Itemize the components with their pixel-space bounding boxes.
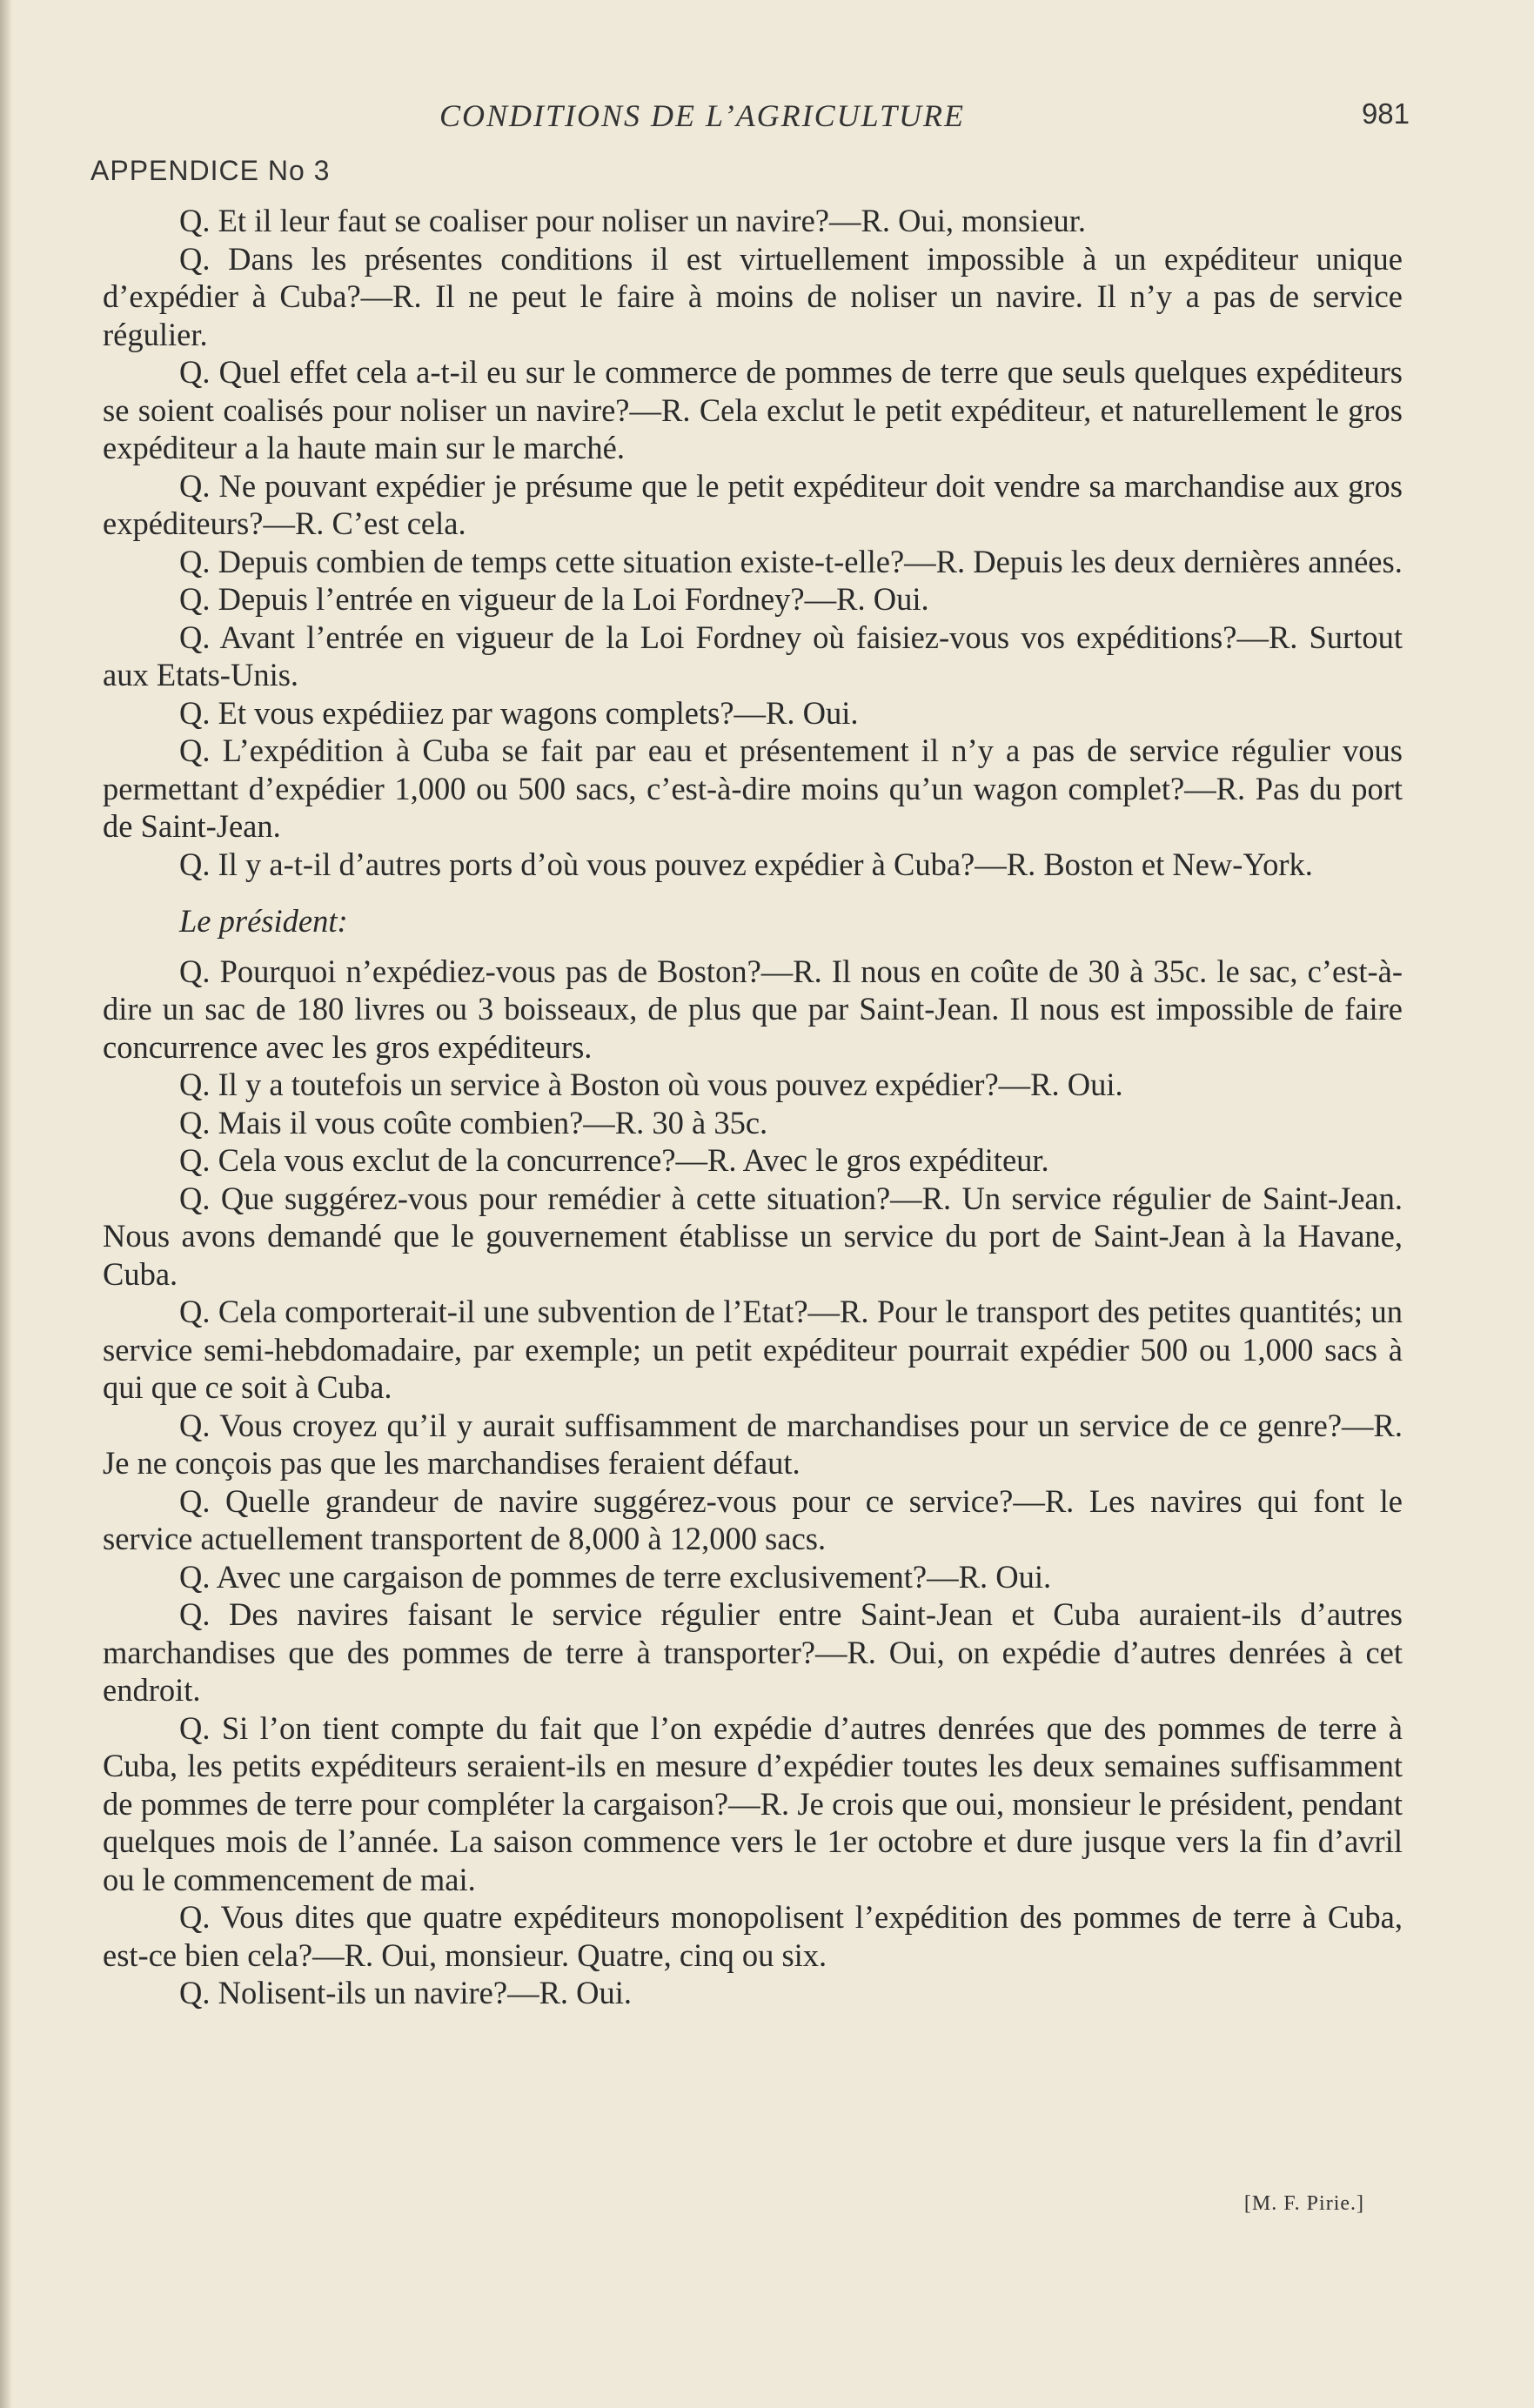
paragraph: Q. Vous dites que quatre expéditeurs monopolisent l’expédition des pommes de terre à Cuba, est-ce bien cela?—R. Oui, monsieur. Quatre, cinq ou six. (103, 1899, 1403, 1973)
paragraph: Q. Ne pouvant expédier je présume que le petit expéditeur doit vendre sa marchandise aux gros expéditeurs?—R. C’est cela. (103, 467, 1403, 541)
body-text (103, 202, 1403, 2012)
paragraph: Q. Et il leur faut se coaliser pour noliser un navire?—R. Oui, monsieur. (179, 203, 1087, 238)
paragraph: Q. Dans les présentes conditions il est virtuellement impossible à un expéditeur unique d’expédier à Cuba?—R. Il ne peut le faire à moins de noliser un navire. Il n’y a pas de service régulier. (103, 240, 1403, 352)
paragraph: Q. Vous croyez qu’il y aurait suffisamment de marchandises pour un service de ce genre?—R. Je ne conçois pas que les marchandises feraient défaut. (103, 1407, 1403, 1481)
paragraph: Q. Avant l’entrée en vigueur de la Loi Fordney où faisiez-vous vos expéditions?—R. Surtout aux Etats-Unis. (103, 619, 1403, 692)
paragraph: Q. Et vous expédiiez par wagons complets?—R. Oui. (179, 694, 859, 731)
paragraph: Q. Quel effet cela a-t-il eu sur le commerce de pommes de terre que seuls quelques expéditeurs se soient coalisés pour noliser un navire?—R. Cela exclut le petit expéditeur, et naturellement le gros expéditeur a la haute main sur le marché. (103, 354, 1403, 465)
paragraph: Q. Mais il vous coûte combien?—R. 30 à 35c. (179, 1104, 768, 1140)
paragraph: Q. Des navires faisant le service régulier entre Saint-Jean et Cuba auraient-ils d’autres marchandises que des pommes de terre à transporter?—R. Oui, on expédie d’autres denrées à cet endroit. (103, 1596, 1403, 1708)
paragraph: Q. Pourquoi n’expédiez-vous pas de Boston?—R. Il nous en coûte de 30 à 35c. le sac, c’est-à-dire un sac de 180 livres ou 3 boisseaux, de plus que par Saint-Jean. Il nous est impossible de faire concurrence avec les gros expéditeurs. (103, 953, 1403, 1065)
paragraph: Q. Nolisent-ils un navire?—R. Oui. (179, 1975, 633, 2010)
paragraph: Q. L’expédition à Cuba se fait par eau et présentement il n’y a pas de service régulier vous permettant d’expédier 1,000 ou 500 sacs, c’est-à-dire moins qu’un wagon complet?—R. Pas du port de Saint-Jean. (103, 732, 1403, 844)
running-head (104, 97, 1410, 150)
paragraph: Q. Quelle grandeur de navire suggérez-vous pour ce service?—R. Les navires qui font le service actuellement transportent de 8,000 à 12,000 sacs. (103, 1482, 1403, 1556)
paragraph: Q. Il y a toutefois un service à Boston où vous pouvez expédier?—R. Oui. (179, 1067, 1123, 1102)
paragraph: Q. Cela vous exclut de la concurrence?—R. Avec le gros expéditeur. (179, 1142, 1049, 1178)
appendix-label: APPENDICE No 3 (90, 155, 331, 186)
paragraph: Q. Depuis combien de temps cette situation existe-t-elle?—R. Depuis les deux dernières années. (179, 543, 1403, 579)
paragraph: Q. Cela comporterait-il une subvention de l’Etat?—R. Pour le transport des petites quantités; un service semi-hebdomadaire, par exemple; un petit expéditeur pourrait expédier 500 ou 1,000 sacs à qui que ce soit à Cuba. (103, 1294, 1403, 1405)
binding-gutter (0, 0, 12, 2408)
page-number: 981 (1361, 97, 1410, 130)
paragraph: Q. Avec une cargaison de pommes de terre exclusivement?—R. Oui. (179, 1558, 1052, 1595)
paragraph: Q. Si l’on tient compte du fait que l’on expédie d’autres denrées que des pommes de terre à Cuba, les petits expéditeurs seraient-ils en mesure d’expédier toutes les deux semaines suffisamment de pommes de terre pour compléter la cargaison?—R. Je crois que oui, monsieur le président, pendant quelques mois de l’année. La saison commence vers le 1er octobre et dure jusque vers la fin d’avril ou le commencement de mai. (103, 1709, 1403, 1897)
paragraph: Q. Il y a-t-il d’autres ports d’où vous pouvez expédier à Cuba?—R. Boston et New-York. (179, 846, 1313, 882)
paragraph: Q. Que suggérez-vous pour remédier à cette situation?—R. Un service régulier de Saint-Jean. Nous avons demandé que le gouvernement établisse un service du port de Saint-Jean à la Havane, Cuba. (103, 1180, 1403, 1292)
witness-signature: [M. F. Pirie.] (1243, 2192, 1364, 2215)
running-title: CONDITIONS DE L’AGRICULTURE (439, 98, 965, 133)
speaker-label: Le président: (179, 903, 348, 939)
paragraph: Q. Depuis l’entrée en vigueur de la Loi Fordney?—R. Oui. (179, 581, 929, 617)
